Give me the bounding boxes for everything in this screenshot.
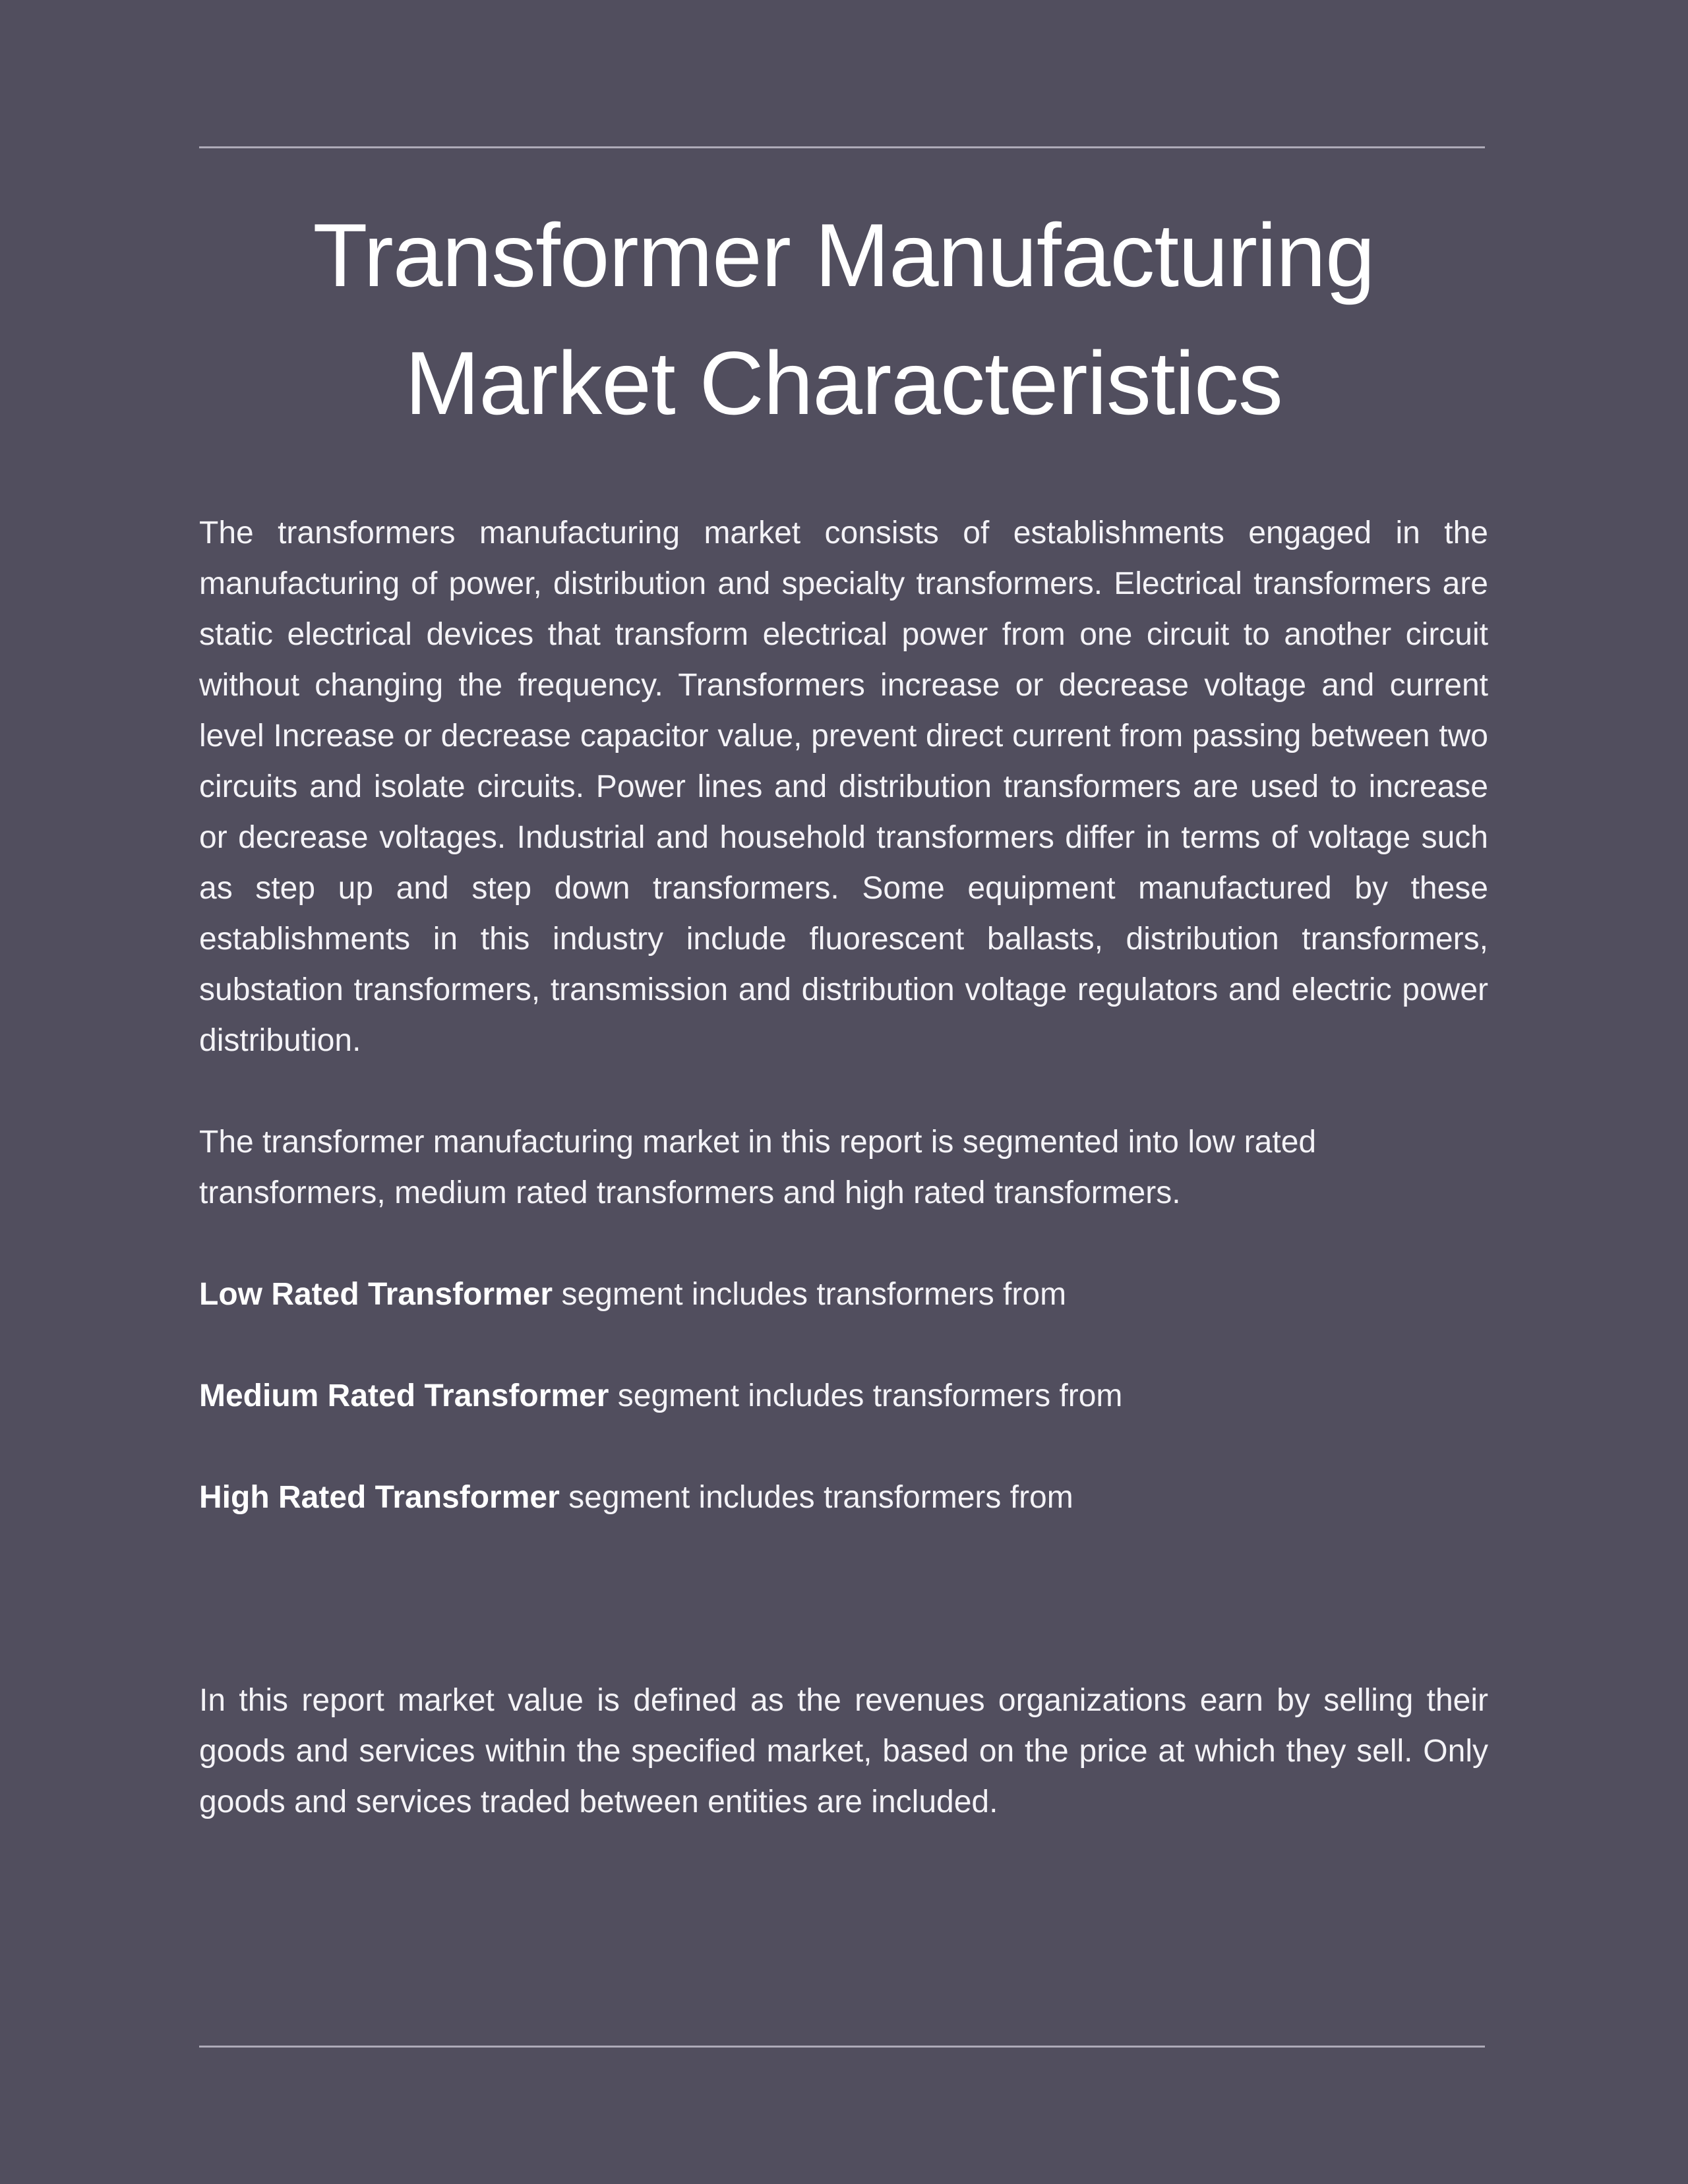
market-value-paragraph: In this report market value is defined as the revenues organizations earn by selling their goods and services within the specified market, based on the price at which they sell. Only goods and services traded between entities are included. — [199, 1683, 1488, 1819]
segment-high — [199, 1472, 1488, 1523]
page-title — [199, 191, 1488, 447]
segment-low — [199, 1269, 1488, 1320]
top-divider — [199, 146, 1485, 148]
segment-medium — [199, 1371, 1488, 1421]
segmentation-paragraph: The transformer manufacturing market in this report is segmented into low rated transformers, medium rated transformers and high rated transformers. — [199, 1125, 1317, 1210]
segment-medium-name: Medium Rated Transformer — [199, 1378, 609, 1413]
segment-low-text: segment includes transformers from — [553, 1277, 1067, 1312]
bottom-divider — [199, 2046, 1485, 2048]
segment-low-name: Low Rated Transformer — [199, 1277, 553, 1312]
intro-paragraph: The transformers manufacturing market consists of establishments engaged in the manufacturing of power, distribution and specialty transformers. Electrical transformers are static electrical devices that transform electrical power from one circuit to another circuit without changing the frequency. Transformers increase or decrease voltage and current level Increase or decrease capacitor value, prevent direct current from passing between two circuits and isolate circuits. Power lines and distribution transformers are used to increase or decrease voltages. Industrial and household transformers differ in terms of voltage such as step up and step down transformers. Some equipment manufactured by these establishments in this industry include fluorescent ballasts, distribution transformers, substation transformers, transmission and distribution voltage regulators and electric power distribution. — [199, 516, 1488, 1058]
title-line-1: Transformer Manufacturing — [313, 205, 1375, 305]
segment-high-name: High Rated Transformer — [199, 1480, 560, 1515]
segment-medium-text: segment includes transformers from — [609, 1378, 1123, 1413]
title-line-2: Market Characteristics — [405, 333, 1282, 433]
document-body — [199, 508, 1488, 1827]
segment-high-text: segment includes transformers from — [559, 1480, 1073, 1515]
